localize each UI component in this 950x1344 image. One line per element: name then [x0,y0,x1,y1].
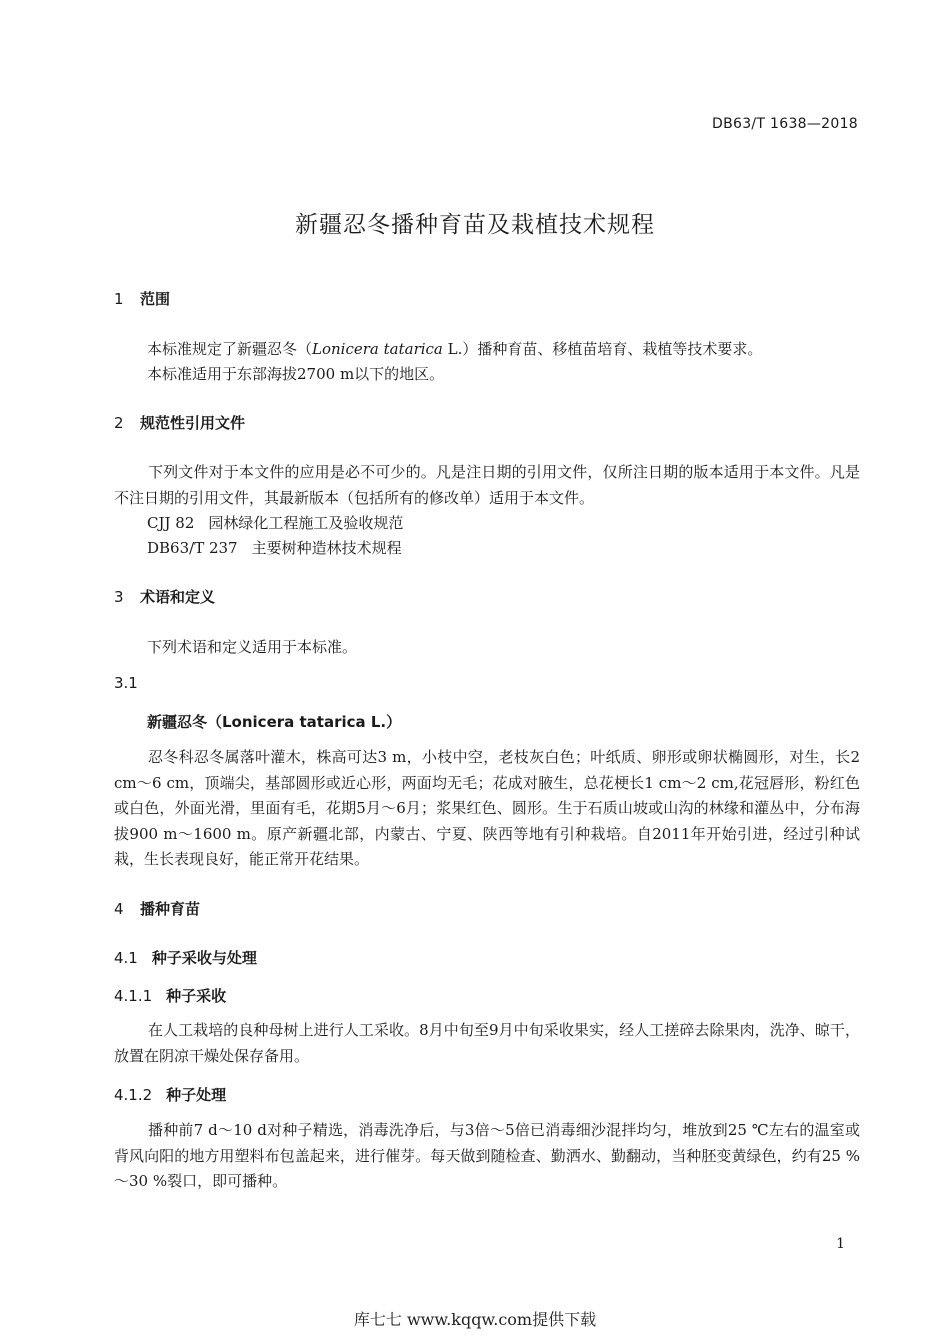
section-3-heading [114,586,215,607]
section-4-1-number: 4.1 [114,949,138,967]
section-4-1-1-paragraph: 在人工栽培的良种母树上进行人工采收。8月中旬至9月中旬采收果实，经人工搓碎去除果肉，洗净、晾干，放置在阴凉干燥处保存备用。 [114,1021,860,1065]
page-title: 新疆忍冬播种育苗及栽植技术规程 [295,212,655,238]
section-4-1-title: 种子采收与处理 [151,949,257,967]
section-1-title: 范围 [140,290,171,308]
section-1-number: 1 [114,290,124,308]
term-name: 新疆忍冬（Lonicera tatarica L.） [147,713,402,731]
scope-text-post: L.）播种育苗、移植苗培育、栽植等技术要求。 [442,340,763,358]
section-4-1-2-number: 4.1.2 [114,1086,153,1104]
section-4-1-1-title: 种子采收 [166,987,227,1005]
term-number: 3.1 [114,674,138,692]
reference-title: 园林绿化工程施工及验收规范 [208,514,404,532]
section-1-paragraph-2: 本标准适用于东部海拔2700 m以下的地区。 [147,365,445,383]
section-4-1-2-paragraph: 播种前7 d～10 d对种子精选，消毒洗净后，与3倍～5倍已消毒细沙混拌均匀，堆放到25 ℃左右的温室或背风向阳的地方用塑料布包盖起来，进行催芽。每天做到随检查、勤洒水、勤翻动，当种胚变黄绿色，约有25 %～30 %裂口，即可播种。 [114,1121,860,1190]
section-3-title: 术语和定义 [140,588,216,606]
section-3-paragraph: 下列术语和定义适用于本标准。 [147,638,358,656]
section-2-number: 2 [114,414,124,432]
section-4-1-1-heading [114,985,226,1006]
section-2-paragraph: 下列文件对于本文件的应用是必不可少的。凡是注日期的引用文件，仅所注日期的版本适用于本文件。凡是不注日期的引用文件，其最新版本（包括所有的修改单）适用于本文件。 [114,463,860,507]
reference-item-2 [147,537,402,558]
section-4-title: 播种育苗 [140,900,201,918]
page-number: 1 [836,1236,845,1252]
section-4-1-2-heading [114,1084,226,1105]
reference-code: DB63/T 237 [147,539,238,557]
section-1-paragraph-1 [147,338,762,359]
section-4-1-1-number: 4.1.1 [114,987,153,1005]
reference-code: CJJ 82 [147,514,195,532]
reference-item-1 [147,512,403,533]
section-2-heading [114,412,245,433]
section-4-1-2-title: 种子处理 [166,1086,227,1104]
scope-latin-name: Lonicera tatarica [312,340,443,358]
footer-watermark: 库七七 www.kqqw.com提供下载 [353,1310,597,1329]
section-1-heading [114,288,170,309]
section-4-1-heading [114,947,257,968]
reference-title: 主要树种造林技术规程 [251,539,402,557]
term-definition: 忍冬科忍冬属落叶灌木，株高可达3 m，小枝中空，老枝灰白色；叶纸质、卵形或卵状椭圆形，对生，长2 cm～6 cm，顶端尖，基部圆形或近心形，两面均无毛；花成对腋生，总花梗长1 cm～2 cm,花冠唇形，粉红色或白色，外面光滑，里面有毛，花期5月～6月；浆果红色、圆形。生于石质山坡或山沟的林缘和灌丛中，分布海拔900 m～1600 m。原产新疆北部，内蒙古、宁夏、陕西等地有引种栽培。自2011年开始引进，经过引种试栽，生长表现良好，能正常开花结果。 [114,748,860,868]
doc-code: DB63/T 1638—2018 [712,116,858,132]
section-4-number: 4 [114,900,124,918]
scope-text-pre: 本标准规定了新疆忍冬（ [147,340,313,358]
section-2-title: 规范性引用文件 [140,414,246,432]
section-3-number: 3 [114,588,124,606]
section-4-heading [114,898,200,919]
